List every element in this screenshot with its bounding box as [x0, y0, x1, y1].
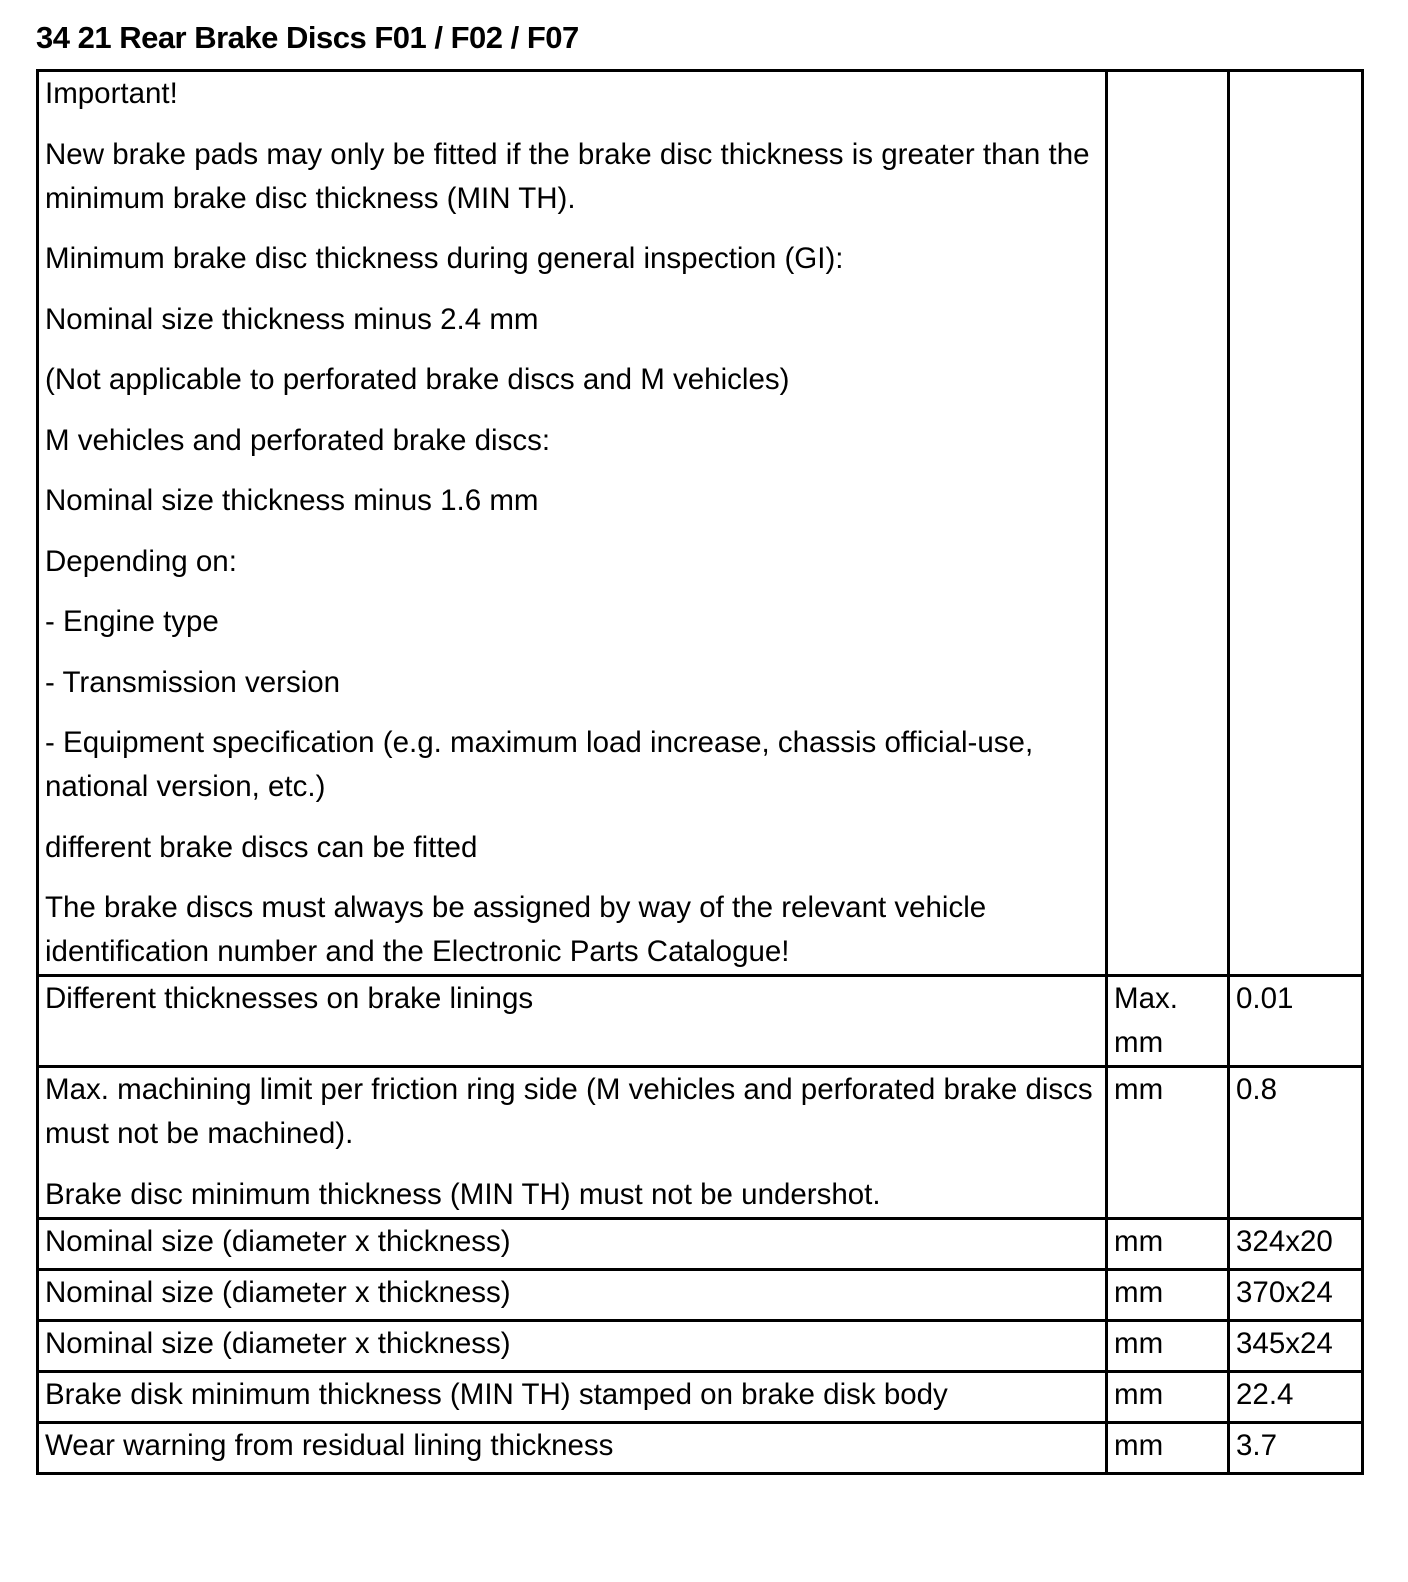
row-value: 370x24 — [1229, 1269, 1363, 1320]
intro-paragraph: Minimum brake disc thickness during general inspection (GI): — [45, 242, 844, 275]
intro-paragraph: Important! — [45, 77, 178, 110]
row-value: 345x24 — [1229, 1320, 1363, 1371]
row-description — [38, 1067, 1107, 1219]
row-value: 22.4 — [1229, 1371, 1363, 1422]
table-row — [38, 1067, 1363, 1219]
intro-paragraph: Depending on: — [45, 544, 237, 578]
intro-paragraph: different brake discs can be fitted — [45, 830, 478, 864]
table-row — [38, 1218, 1363, 1269]
row-unit: mm — [1107, 1371, 1229, 1422]
table-row — [38, 1320, 1363, 1371]
row-value: 0.8 — [1229, 1067, 1363, 1219]
intro-paragraph: M vehicles and perforated brake discs: — [45, 423, 551, 457]
row-value: 324x20 — [1229, 1218, 1363, 1269]
row-description: Nominal size (diameter x thickness) — [38, 1269, 1107, 1320]
row-description: Nominal size (diameter x thickness) — [38, 1218, 1107, 1269]
table-row — [38, 976, 1363, 1067]
intro-paragraph: The brake discs must always be assigned by way of the relevant vehicle identification number and the Electronic Parts Catalogue! — [45, 891, 987, 968]
table-row — [38, 1371, 1363, 1422]
row-unit: mm — [1107, 1422, 1229, 1473]
row-unit: Max. mm — [1107, 976, 1229, 1067]
intro-unit-cell — [1107, 71, 1229, 976]
row-value: 0.01 — [1229, 976, 1363, 1067]
row-description-text: Different thicknesses on brake linings — [45, 982, 534, 1015]
row-unit: mm — [1107, 1218, 1229, 1269]
table-row-intro — [38, 71, 1363, 976]
intro-paragraph: - Engine type — [45, 605, 219, 638]
intro-value-cell — [1229, 71, 1363, 976]
row-value: 3.7 — [1229, 1422, 1363, 1473]
intro-paragraph: Nominal size thickness minus 1.6 mm — [45, 484, 539, 517]
row-description — [38, 976, 1107, 1067]
intro-paragraph: New brake pads may only be fitted if the brake disc thickness is greater than the minimum brake disc thickness (MIN TH). — [45, 137, 1090, 215]
row-unit: mm — [1107, 1320, 1229, 1371]
row-description-text: Max. machining limit per friction ring side (M vehicles and perforated brake discs must not be machined). — [45, 1073, 1093, 1150]
row-description: Wear warning from residual lining thickness — [38, 1422, 1107, 1473]
page-title: 34 21 Rear Brake Discs F01 / F02 / F07 — [36, 20, 579, 55]
intro-paragraph: - Transmission version — [45, 665, 341, 699]
table-row — [38, 1422, 1363, 1473]
row-description-text: Brake disc minimum thickness (MIN TH) must not be undershot. — [45, 1177, 881, 1211]
brake-disc-spec-table — [36, 69, 1364, 1475]
intro-paragraph: - Equipment specification (e.g. maximum load increase, chassis official-use, national version, etc.) — [45, 726, 1034, 803]
intro-paragraph: Nominal size thickness minus 2.4 mm — [45, 302, 539, 336]
intro-cell — [38, 71, 1107, 976]
row-unit: mm — [1107, 1067, 1229, 1219]
row-description: Nominal size (diameter x thickness) — [38, 1320, 1107, 1371]
table-row — [38, 1269, 1363, 1320]
intro-paragraph: (Not applicable to perforated brake discs and M vehicles) — [45, 363, 790, 396]
row-description: Brake disk minimum thickness (MIN TH) stamped on brake disk body — [38, 1371, 1107, 1422]
row-unit: mm — [1107, 1269, 1229, 1320]
